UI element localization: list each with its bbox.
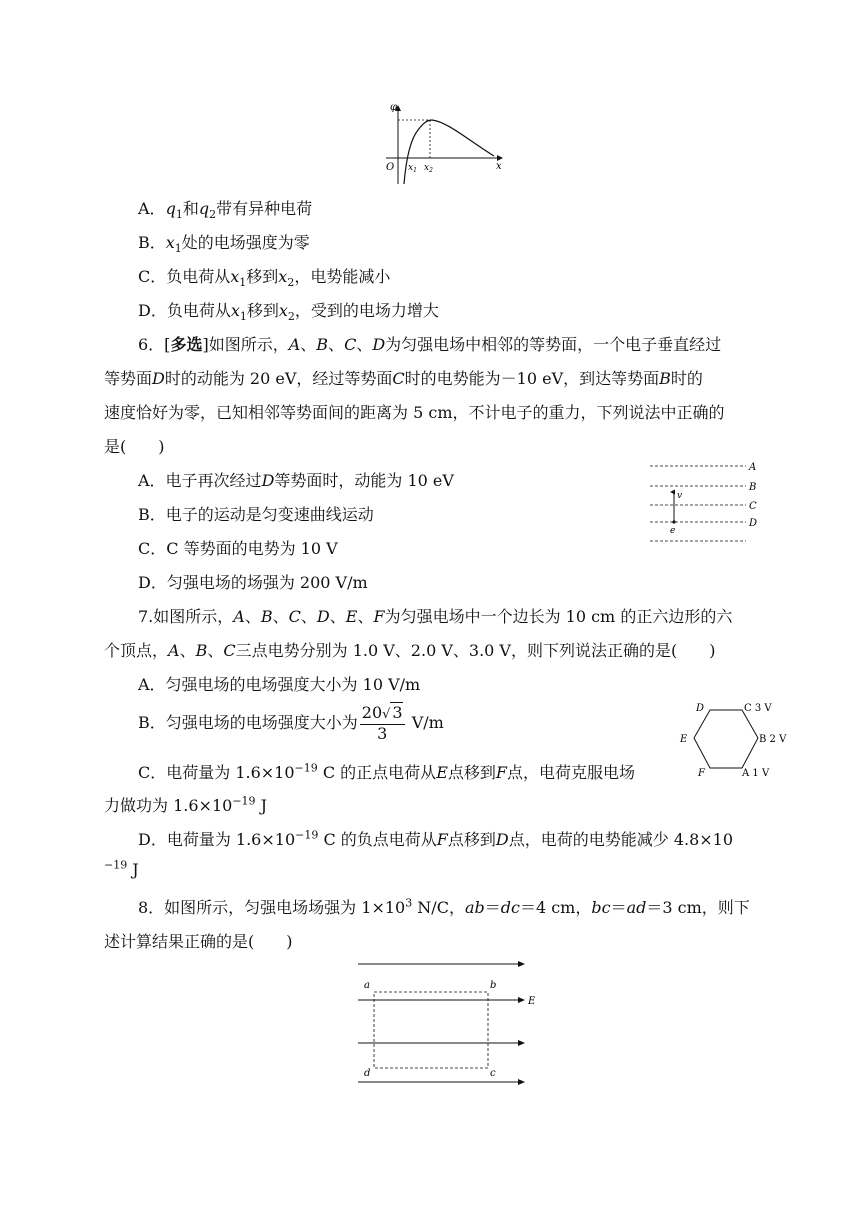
- q5-option-a: A．$q_1$和$q_2$带有异种电荷: [138, 199, 313, 222]
- origin-label: O: [386, 162, 395, 173]
- potential-graph: [378, 100, 508, 186]
- q5-option-b: B．$x_1$处的电场强度为零: [138, 233, 310, 256]
- q6-stem-line1: 6．[多选]如图所示，A、B、C、D为匀强电场中相邻的等势面，一个电子垂直经过: [138, 335, 722, 354]
- q7-option-a: A．匀强电场的电场强度大小为 10 V/m: [138, 675, 421, 694]
- equipotential-figure: [648, 458, 766, 546]
- vertex-b-label: B 2 V: [759, 734, 787, 745]
- svg-text:x1: [408, 163, 417, 174]
- fraction: $\frac{20√ 3}{3}$: [361, 703, 403, 743]
- q7-option-d-line1: D．电荷量为 $1.6\times 10^{-19}$ C 的负点电荷从F点移到D点，电荷的电势能减少 4.8×10: [138, 828, 734, 849]
- q7-option-d-line2: $^{-19}$ J: [104, 858, 139, 879]
- q7-option-c-line2: 力做功为 $1.6\times 10^{-19}$ J: [104, 794, 268, 815]
- surface-d-label: D: [749, 518, 758, 529]
- q6-option-d: D．匀强电场的场强为 200 V/m: [138, 573, 368, 592]
- hexagon-figure: [676, 696, 792, 782]
- q5-option-c: C．负电荷从$x_1$移到$x_2$，电势能减小: [138, 267, 391, 290]
- field-rectangle-figure: [352, 954, 540, 1088]
- vertex-f-label: F: [698, 768, 705, 779]
- svg-text:x2: [424, 163, 433, 174]
- q6-option-c: C．C 等势面的电势为 10 V: [138, 539, 338, 558]
- corner-b-label: b: [490, 980, 497, 991]
- x1-label: x: [408, 163, 414, 173]
- x2-label: x: [424, 163, 430, 173]
- corner-c-label: c: [490, 1068, 496, 1079]
- vertex-d-label: D: [696, 703, 705, 714]
- surface-a-label: A: [749, 462, 757, 473]
- q5-option-d: D．负电荷从$x_1$移到$x_2$，受到的电场力增大: [138, 301, 439, 324]
- velocity-label: v: [677, 491, 683, 501]
- field-e-label: E: [528, 996, 536, 1007]
- electron-label: e: [670, 526, 676, 536]
- q8-stem-line2: 述计算结果正确的是( ): [104, 932, 293, 951]
- corner-d-label: d: [364, 1068, 371, 1079]
- q7-option-c-line1: C．电荷量为 $1.6\times 10^{-19}$ C 的正点电荷从E点移到F点，电荷克服电场: [138, 761, 636, 782]
- q7-stem-line2: 个顶点，A、B、C三点电势分别为 1.0 V、2.0 V、3.0 V，则下列说法正确的是( ): [104, 641, 716, 660]
- q7-stem-line1: 7.如图所示，A、B、C、D、E、F为匀强电场中一个边长为 10 cm 的正六边形的六: [138, 607, 733, 626]
- q6-stem-line2: 等势面D时的动能为 20 eV，经过等势面C时的电势能为－10 eV，到达等势面B时的: [104, 369, 703, 388]
- vertex-a-label: A 1 V: [742, 768, 770, 779]
- x2-sub: 2: [429, 167, 433, 174]
- x1-sub: 1: [413, 167, 417, 174]
- q8-stem-line1: 8．如图所示，匀强电场场强为 $1\times 10^3$ N/C，ab＝dc＝4 cm，bc＝ad＝3 cm，则下: [138, 896, 750, 917]
- y-axis-label: φ: [390, 102, 398, 113]
- q6-stem-line3: 速度恰好为零，已知相邻等势面间的距离为 5 cm，不计电子的重力，下列说法中正确的: [104, 403, 725, 422]
- q6-option-b: B．电子的运动是匀变速曲线运动: [138, 505, 374, 524]
- surface-c-label: C: [749, 501, 757, 512]
- q7-option-b: B．匀强电场的电场强度大小为 $\frac{20√ 3}{3}$ V/m: [138, 703, 444, 743]
- vertex-c-label: C 3 V: [744, 703, 772, 714]
- surface-b-label: B: [749, 482, 757, 493]
- x-axis-label: x: [496, 161, 502, 172]
- vertex-e-label: E: [680, 734, 688, 745]
- q6-stem-line4: 是( ): [104, 437, 165, 456]
- corner-a-label: a: [364, 980, 370, 991]
- q6-option-a: A．电子再次经过D等势面时，动能为 10 eV: [138, 471, 454, 490]
